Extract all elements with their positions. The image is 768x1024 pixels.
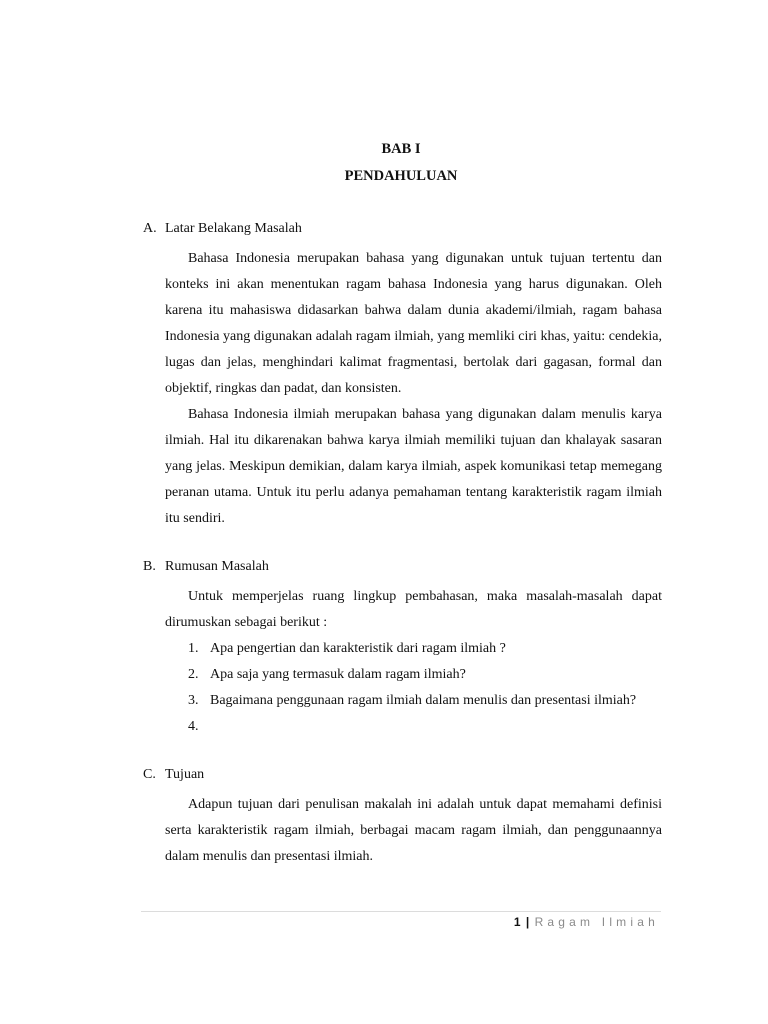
list-item [188,688,663,714]
paragraph: Untuk memperjelas ruang lingkup pembahasan, maka masalah-masalah dapat dirumuskan sebagai berikut : [165,589,662,630]
page-number: 1 [513,915,521,929]
section-tujuan [143,766,663,870]
section-heading-b [143,558,663,584]
section-rumusan-masalah [143,558,663,740]
section-heading-text: Tujuan [165,767,205,782]
paragraph: Bahasa Indonesia ilmiah merupakan bahasa yang digunakan dalam menulis karya ilmiah. Hal itu dikarenakan bahwa karya ilmiah memiliki tujuan dan khalayak sasaran yang jelas. Meskipun demikian, dalam karya ilmiah, aspek komunikasi tetap memegang peranan utama. Untuk itu perlu adanya pemahaman tentang karakteristik ragam ilmiah itu sendiri. [165,407,662,526]
list-item [188,662,663,688]
list-text: Bagaimana penggunaan ragam ilmiah dalam menulis dan presentasi ilmiah? [210,693,637,708]
paragraph: Bahasa Indonesia merupakan bahasa yang digunakan untuk tujuan tertentu dan konteks ini akan menentukan ragam bahasa Indonesia yang harus digunakan. Oleh karena itu mahasiswa didasarkan bahwa dalam dunia akademi/ilmiah, ragam bahasa Indonesia yang digunakan adalah ragam ilmiah, yang memliki ciri khas, yaitu: cendekia, lugas dan jelas, menghindari kalimat fragmentasi, bertolak dari gagasan, formal dan objektif, ringkas dan padat, dan konsisten. [165,251,662,396]
list-number: 3. [188,693,199,708]
list-number: 2. [188,667,199,682]
chapter-number: BAB I [381,141,421,157]
list-number: 4. [188,719,199,734]
paragraph-block [165,584,662,636]
list-item [188,714,663,740]
section-heading-c [143,766,663,792]
section-letter: B. [143,559,156,574]
section-latar-belakang [143,220,663,532]
list-item [188,636,663,662]
section-heading-a [143,220,663,246]
page-footer [514,915,659,929]
paragraph-block [165,792,662,870]
chapter-title: PENDAHULUAN [344,168,458,184]
section-letter: A. [143,221,157,236]
section-letter: C. [143,767,156,782]
footer-separator: | [525,915,530,929]
list-text: Apa pengertian dan karakteristik dari ragam ilmiah ? [210,641,506,656]
list-text [210,714,663,740]
paragraph: Adapun tujuan dari penulisan makalah ini adalah untuk dapat memahami definisi serta karakteristik ragam ilmiah, berbagai macam ragam ilmiah, dan penggunaannya dalam menulis dan presentasi ilmiah. [165,797,662,864]
problem-list [143,636,663,740]
section-heading-text: Rumusan Masalah [165,559,269,574]
paragraph-block [165,246,662,532]
footer-divider [141,911,661,912]
section-heading-text: Latar Belakang Masalah [165,221,302,236]
list-text: Apa saja yang termasuk dalam ragam ilmiah? [210,667,466,682]
list-number: 1. [188,641,199,656]
running-title: Ragam Ilmiah [534,915,659,929]
